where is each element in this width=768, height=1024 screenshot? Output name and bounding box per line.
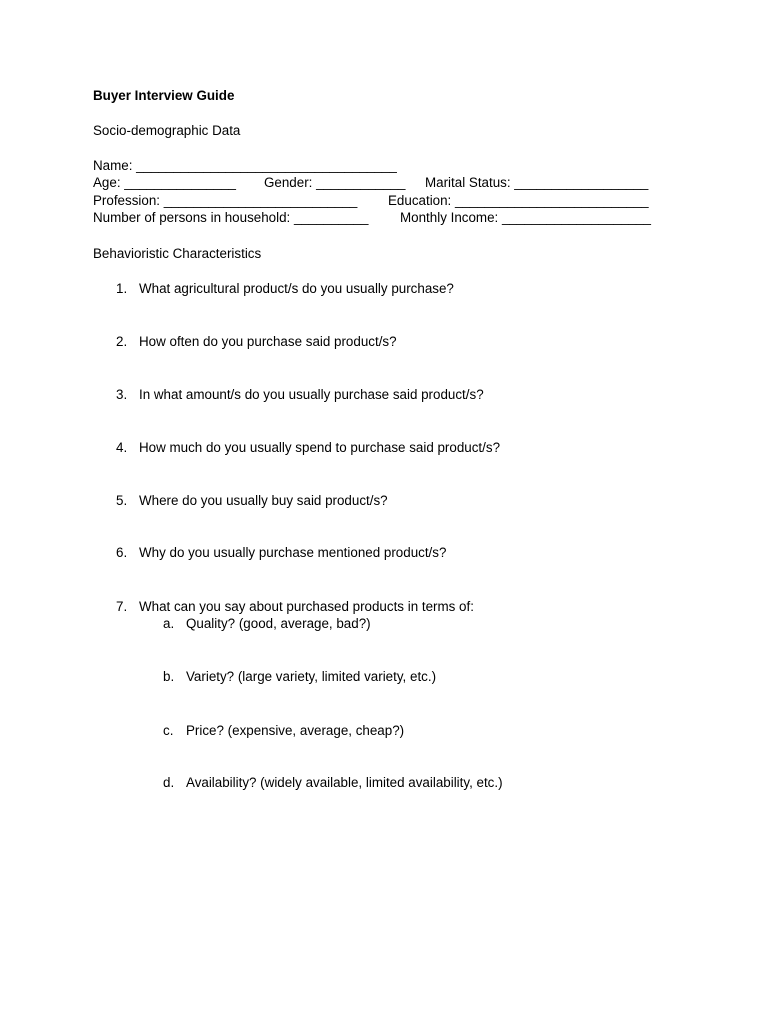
question-text: What can you say about purchased products in terms of:	[139, 599, 474, 614]
question-number: 6.	[116, 545, 128, 560]
subquestion-letter: b.	[163, 669, 175, 684]
subquestion-letter: c.	[163, 723, 174, 738]
document-title: Buyer Interview Guide	[93, 88, 235, 103]
question-text: How much do you usually spend to purchase said product/s?	[139, 440, 501, 455]
section-heading-socio-demographic: Socio-demographic Data	[93, 123, 241, 138]
name-field[interactable]: Name: ___________________________________	[93, 158, 397, 173]
question-text: What agricultural product/s do you usually purchase?	[139, 281, 454, 296]
subquestion-text: Price? (expensive, average, cheap?)	[186, 723, 405, 738]
section-heading-behavioristic: Behavioristic Characteristics	[93, 246, 262, 261]
question-text: Why do you usually purchase mentioned product/s?	[139, 545, 447, 560]
question-number: 4.	[116, 440, 128, 455]
subquestion-letter: d.	[163, 775, 175, 790]
monthly-income-field[interactable]: Monthly Income: ____________________	[400, 210, 651, 225]
age-field[interactable]: Age: _______________	[93, 175, 236, 190]
subquestion-text: Availability? (widely available, limited availability, etc.)	[186, 775, 503, 790]
question-number: 2.	[116, 334, 128, 349]
question-number: 5.	[116, 493, 128, 508]
profession-field[interactable]: Profession: __________________________	[93, 193, 358, 208]
question-number: 1.	[116, 281, 128, 296]
gender-field[interactable]: Gender: ____________	[264, 175, 406, 190]
question-text: In what amount/s do you usually purchase said product/s?	[139, 387, 484, 402]
subquestion-text: Variety? (large variety, limited variety, etc.)	[186, 669, 437, 684]
question-text: Where do you usually buy said product/s?	[139, 493, 388, 508]
subquestion-text: Quality? (good, average, bad?)	[186, 616, 371, 631]
subquestion-letter: a.	[163, 616, 175, 631]
marital-status-field[interactable]: Marital Status: __________________	[425, 175, 649, 190]
question-text: How often do you purchase said product/s?	[139, 334, 397, 349]
question-number: 3.	[116, 387, 128, 402]
question-number: 7.	[116, 599, 128, 614]
education-field[interactable]: Education: __________________________	[388, 193, 649, 208]
household-size-field[interactable]: Number of persons in household: __________	[93, 210, 369, 225]
